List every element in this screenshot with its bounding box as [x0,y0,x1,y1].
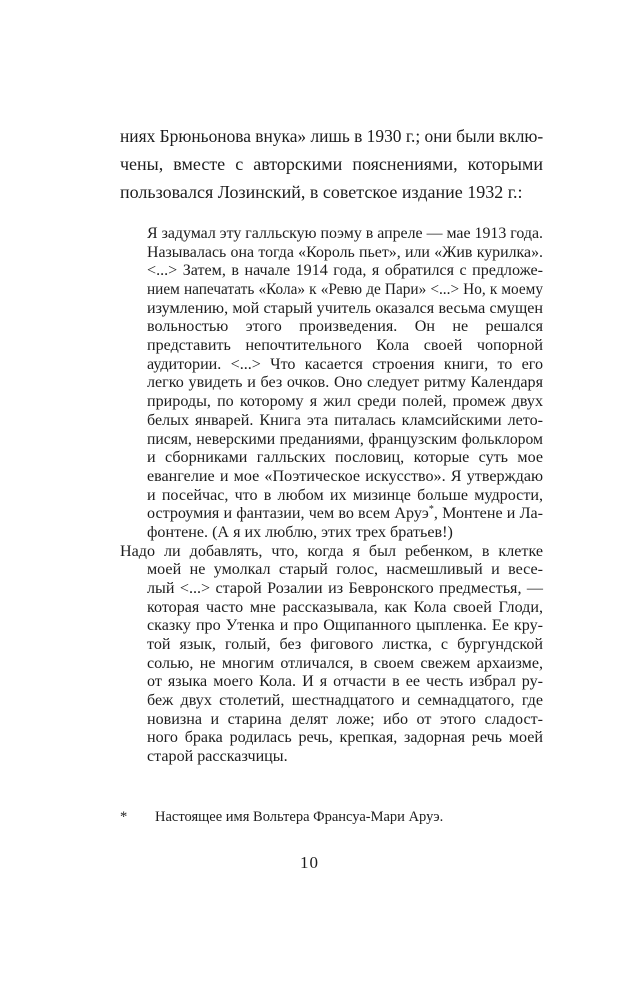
text-line: пользовался Лозинский, в советское издание 1932 г.: [120,182,523,202]
footnote-mark: * [120,809,128,825]
footnote [120,805,543,829]
quote-line-start: остроумия и фантазии, чем во всем Аруэ [147,505,429,523]
quote-line: сказку про Утенка и про Ощипанного цыпленка. Ее кру- [147,617,543,635]
quote-line: изумлению, мой старый учитель оказался весьма смущен [147,299,543,317]
quote-line: лый <...> старой Розалии из Бевронского предместья, — [147,579,543,597]
quote-line: старой рассказчицы. [147,748,288,765]
quote-line: вольностью этого произведения. Он не решался [147,318,543,336]
quote-line: и посейчас, что в любом их мизинце больше мудрости, [147,486,543,504]
quote-line: той язык, голый, без фигового листка, с бургундской [147,635,543,653]
quote-line: Я задумал эту галльскую поэму в апреле — мае 1913 года. [147,225,543,242]
quote-line: фонтене. (А я их люблю, этих трех братьев!) [147,523,453,541]
quote-line-with-footnote [147,505,543,524]
quote-line: от языка моего Кола. И я отчасти в ее честь избрал ру- [147,673,543,691]
quote-line: представить непочтительного Кола своей чопорной [147,337,543,355]
quote-line: белых январей. Книга эта питалась кламсийскими лето- [147,411,543,429]
quote-line: беж двух столетий, шестнадцатого и семнадцатого, где [147,692,543,709]
quote-line: новизна и старина делят ложе; ибо от этого сладост- [147,710,543,728]
quote-line: <...> Затем, в начале 1914 года, я обратился с предложе- [147,262,543,280]
footnote-text: Настоящее имя Вольтера Франсуа-Мари Аруэ. [155,809,444,825]
quote-line: Называлась она тогда «Король пьет», или «Жив курилка». [147,243,543,261]
quote-line: писям, неверскими преданиями, французским фольклором [147,430,543,448]
quote-line: солью, не многим отличался, в своем свежем архаизме, [147,654,543,672]
quote-line: которая часто мне рассказывала, как Кола своей Глоди, [147,598,543,616]
footnote-reference[interactable]: * [428,504,434,516]
text-line: ниях Брюньонова внука» лишь в 1930 г.; они были вклю- [120,126,544,146]
text-line: чены, вместе с авторскими пояснениями, которыми [120,154,543,174]
quote-line: евангелие и мое «Поэтическое искусство». Я утверждаю [147,467,543,485]
quote-line: и сборниками галльских пословиц, которые суть мое [147,449,543,467]
quote-line: природы, по которому я жил среди полей, промеж двух [147,393,543,411]
page-number: 10 [300,853,319,872]
quote-line-end: , Монтене и Ла- [433,505,544,523]
quote-line: нием напечатать «Кола» к «Ревю де Пари» <...> Но, к моему [147,281,543,298]
quote-line: легко увидеть и без очков. Оно следует ритму Календаря [147,374,543,392]
quote-line: ного брака родилась речь, крепкая, задорная речь моей [147,729,543,747]
quote-line: Надо ли добавлять, что, когда я был ребенком, в клетке [120,542,543,560]
quote-line: аудитории. <...> Что касается строения книги, то его [147,355,543,373]
quote-line: моей не умолкал старый голос, насмешливый и весе- [147,561,543,579]
